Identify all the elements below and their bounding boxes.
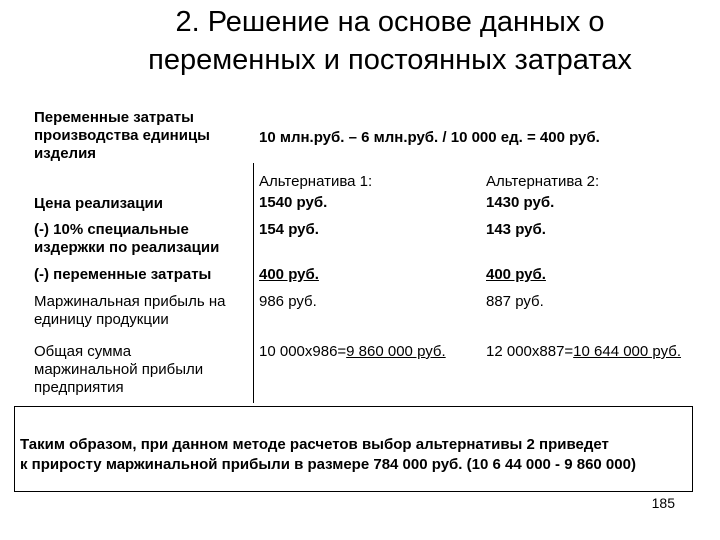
variable-costs-label-line-1: Переменные затраты <box>34 109 194 126</box>
row-special-costs-label-line-1: (-) 10% специальные <box>34 221 189 238</box>
row-price-label: Цена реализации <box>34 195 163 212</box>
row-price-alt2: 1430 руб. <box>486 194 555 211</box>
row-special-costs-alt2: 143 руб. <box>486 221 546 238</box>
row-margin-unit-alt2: 887 руб. <box>486 293 544 310</box>
row-total-margin-alt2-prefix: 12 000x887= <box>486 343 574 360</box>
row-variable-costs-label: (-) переменные затраты <box>34 266 212 283</box>
row-margin-unit-label-line-2: единицу продукции <box>34 311 169 328</box>
row-special-costs-alt1: 154 руб. <box>259 221 319 238</box>
variable-costs-label-line-2: производства единицы <box>34 127 210 144</box>
page-number: 185 <box>651 495 675 511</box>
title-line-1: 2. Решение на основе данных о <box>175 6 605 38</box>
conclusion-line-2: к приросту маржинальной прибыли в размере 784 000 руб. (10 6 44 000 - 9 860 000) <box>20 456 636 473</box>
row-total-margin-alt1-prefix: 10 000x986= <box>259 343 347 360</box>
row-total-margin-alt2-value: 10 644 000 руб. <box>573 343 682 360</box>
row-variable-costs-alt2: 400 руб. <box>486 266 546 283</box>
row-margin-unit-label-line-1: Маржинальная прибыль на <box>34 293 226 310</box>
row-variable-costs-alt1: 400 руб. <box>259 266 319 283</box>
row-total-margin-alt1 <box>259 342 446 361</box>
variable-costs-formula: 10 млн.руб. – 6 млн.руб. / 10 000 ед. = 400 руб. <box>259 129 600 146</box>
row-total-margin-label-line-2: маржинальной прибыли <box>34 361 204 378</box>
row-total-margin-label-line-3: предприятия <box>34 379 124 396</box>
title-line-2: переменных и постоянных затратах <box>148 44 632 76</box>
row-total-margin-label-line-1: Общая сумма <box>34 343 132 360</box>
alternative-1-header: Альтернатива 1: <box>259 173 373 190</box>
row-special-costs-label-line-2: издержки по реализации <box>34 239 220 256</box>
row-total-margin-alt2 <box>486 342 681 361</box>
row-price-alt1: 1540 руб. <box>259 194 328 211</box>
row-total-margin-alt1-value: 9 860 000 руб. <box>346 343 446 360</box>
alternative-2-header: Альтернатива 2: <box>486 173 600 190</box>
conclusion-line-1: Таким образом, при данном методе расчетов выбор альтернативы 2 приведет <box>20 436 609 453</box>
variable-costs-label-line-3: изделия <box>34 145 97 162</box>
table-divider <box>253 163 254 403</box>
row-margin-unit-alt1: 986 руб. <box>259 293 317 310</box>
